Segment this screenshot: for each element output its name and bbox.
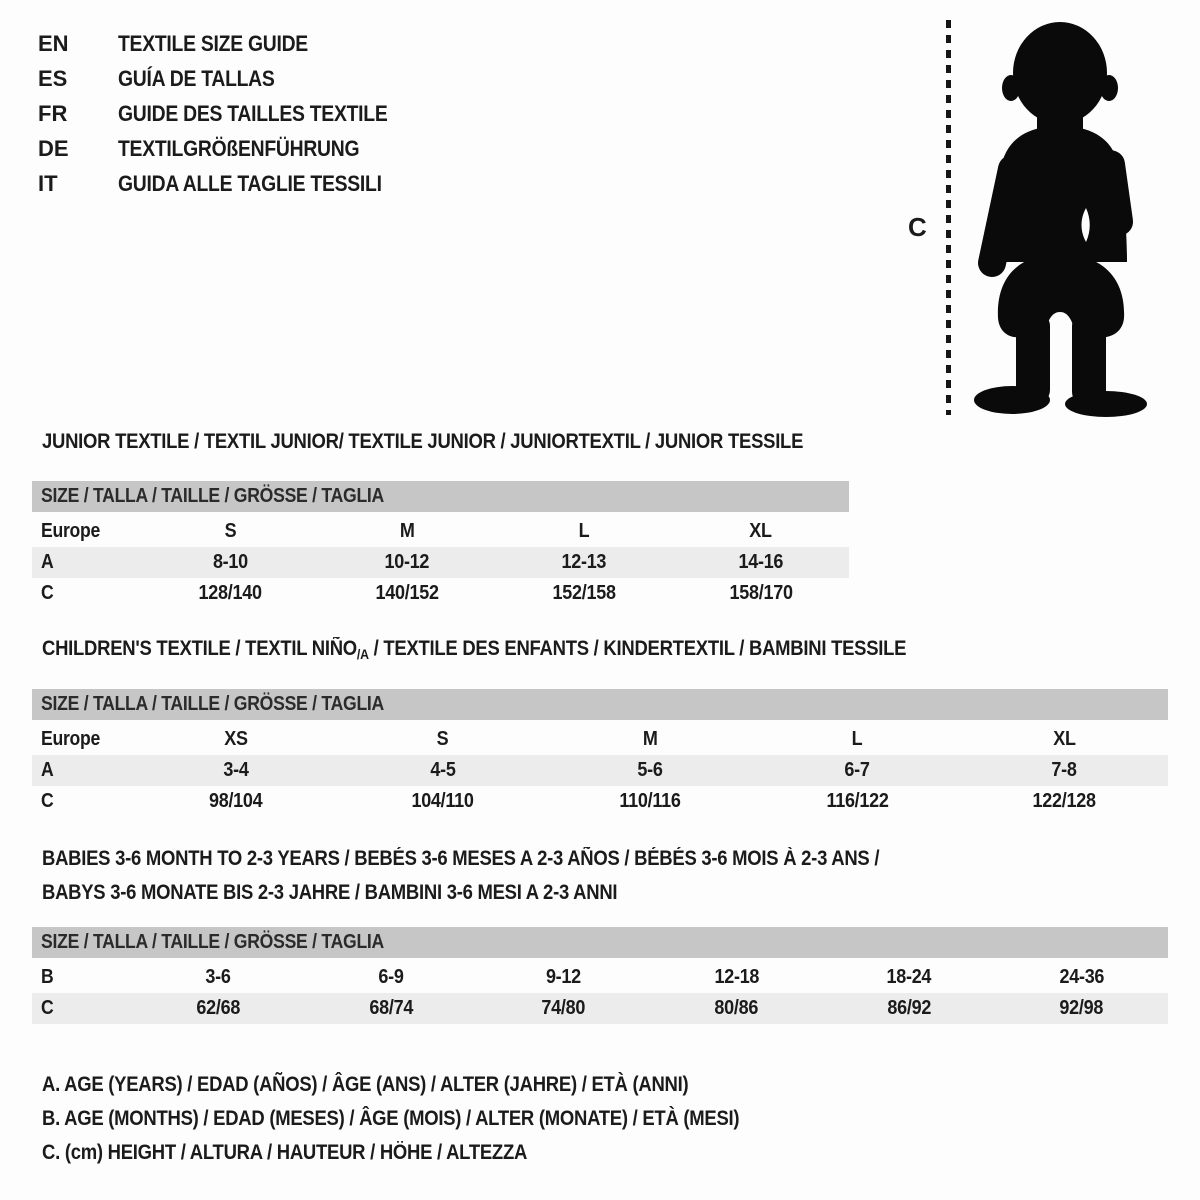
junior-size-table — [32, 481, 849, 609]
height-cell: 110/116 — [619, 790, 681, 812]
language-code: FR — [38, 100, 68, 126]
babies-size-table — [32, 927, 1168, 1024]
language-row-de — [38, 131, 424, 166]
children-size-table — [32, 689, 1168, 817]
table-row-europe — [32, 516, 849, 547]
size-header-bar — [32, 481, 849, 512]
age-cell: 10-12 — [384, 551, 430, 573]
size-header-bar — [32, 927, 1168, 958]
age-cell: 7-8 — [1051, 759, 1078, 781]
age-cell: 12-13 — [561, 551, 607, 573]
table-row-height — [32, 578, 849, 609]
table-row-age — [32, 547, 849, 578]
row-label: A — [41, 551, 54, 573]
size-header-label: SIZE / TALLA / TAILLE / GRÖSSE / TAGLIA — [41, 485, 385, 507]
language-row-it — [38, 166, 424, 201]
size-cell: M — [642, 728, 658, 750]
row-label: Europe — [41, 520, 101, 542]
language-title: GUÍA DE TALLAS — [118, 65, 275, 91]
row-label: A — [41, 759, 54, 781]
height-cell: 74/80 — [541, 997, 586, 1019]
babies-title-line1: BABIES 3-6 MONTH TO 2-3 YEARS / BEBÉS 3-6 MESES A 2-3 AÑOS / BÉBÉS 3-6 MOIS À 2-3 ANS / — [42, 847, 880, 870]
children-title-text: CHILDREN'S TEXTILE / TEXTIL NIÑO/A / TEXTILE DES ENFANTS / KINDERTEXTIL / BAMBINI TESSILE — [42, 637, 907, 662]
language-code: EN — [38, 30, 69, 56]
language-row-en — [38, 26, 424, 61]
nino-a-subscript: /A — [356, 646, 369, 662]
table-row-height — [32, 993, 1168, 1024]
babies-section-title — [42, 842, 993, 910]
height-cell: 152/158 — [552, 582, 616, 604]
size-cell: XS — [223, 728, 248, 750]
size-cell: M — [399, 520, 415, 542]
table-row-height — [32, 786, 1168, 817]
junior-section-title — [42, 430, 907, 454]
babies-title-line2: BABYS 3-6 MONATE BIS 2-3 JAHRE / BAMBINI 3-6 MESI A 2-3 ANNI — [42, 881, 618, 904]
language-title: GUIDE DES TAILLES TEXTILE — [118, 100, 388, 126]
language-title: GUIDA ALLE TAGLIE TESSILI — [118, 170, 382, 196]
age-cell: 3-4 — [222, 759, 249, 781]
table-row-age — [32, 755, 1168, 786]
table-row-months — [32, 962, 1168, 993]
height-cell: 98/104 — [208, 790, 263, 812]
language-row-fr — [38, 96, 424, 131]
children-section-title — [42, 637, 1024, 661]
language-code: DE — [38, 135, 69, 161]
row-label: C — [41, 582, 54, 604]
size-header-label: SIZE / TALLA / TAILLE / GRÖSSE / TAGLIA — [41, 693, 385, 715]
language-code: ES — [38, 65, 68, 91]
table-row-europe — [32, 724, 1168, 755]
age-cell: 5-6 — [637, 759, 663, 781]
language-title-list — [38, 26, 424, 201]
months-cell: 3-6 — [205, 966, 231, 988]
height-cell: 62/68 — [196, 997, 241, 1019]
months-cell: 18-24 — [886, 966, 932, 988]
height-cell: 158/170 — [729, 582, 793, 604]
height-cell: 116/122 — [826, 790, 889, 812]
legend-line-c: C. (cm) HEIGHT / ALTURA / HAUTEUR / HÖHE / ALTEZZA — [42, 1141, 528, 1164]
height-cell: 140/152 — [375, 582, 439, 604]
age-cell: 14-16 — [738, 551, 783, 573]
row-label: C — [41, 790, 54, 812]
height-cell: 80/86 — [714, 997, 759, 1019]
height-cell: 122/128 — [1032, 790, 1097, 812]
measure-label-c: C — [908, 212, 927, 242]
size-cell: S — [224, 520, 237, 542]
row-label: C — [41, 997, 54, 1019]
size-header-bar — [32, 689, 1168, 720]
height-cell: 86/92 — [887, 997, 931, 1019]
height-cell: 92/98 — [1059, 997, 1104, 1019]
months-cell: 12-18 — [713, 966, 759, 988]
size-header-label: SIZE / TALLA / TAILLE / GRÖSSE / TAGLIA — [41, 931, 385, 953]
junior-title-text: JUNIOR TEXTILE / TEXTIL JUNIOR/ TEXTILE JUNIOR / JUNIORTEXTIL / JUNIOR TESSILE — [42, 430, 804, 453]
size-cell: XL — [1053, 728, 1076, 750]
legend-line-a: A. AGE (YEARS) / EDAD (AÑOS) / ÂGE (ANS) / ALTER (JAHRE) / ETÀ (ANNI) — [42, 1073, 689, 1096]
language-title: TEXTILE SIZE GUIDE — [118, 30, 308, 56]
months-cell: 9-12 — [546, 966, 582, 988]
row-label: Europe — [41, 728, 101, 750]
language-title: TEXTILGRÖßENFÜHRUNG — [118, 135, 360, 161]
size-cell: L — [578, 520, 590, 542]
row-label: B — [41, 966, 54, 988]
height-measure-dashed-line — [946, 20, 951, 415]
age-cell: 6-7 — [844, 759, 870, 781]
height-cell: 128/140 — [198, 582, 262, 604]
size-cell: XL — [749, 520, 772, 542]
months-cell: 6-9 — [378, 966, 404, 988]
height-cell: 68/74 — [369, 997, 413, 1019]
measurement-legend — [42, 1068, 834, 1170]
language-code: IT — [38, 170, 58, 196]
size-cell: L — [851, 728, 863, 750]
legend-line-b: B. AGE (MONTHS) / EDAD (MESES) / ÂGE (MOIS) / ALTER (MONATE) / ETÀ (MESI) — [42, 1107, 740, 1130]
age-cell: 8-10 — [212, 551, 248, 573]
months-cell: 24-36 — [1059, 966, 1105, 988]
size-cell: S — [436, 728, 449, 750]
toddler-silhouette-icon — [960, 16, 1150, 418]
age-cell: 4-5 — [430, 759, 456, 781]
language-row-es — [38, 61, 424, 96]
height-cell: 104/110 — [411, 790, 474, 812]
